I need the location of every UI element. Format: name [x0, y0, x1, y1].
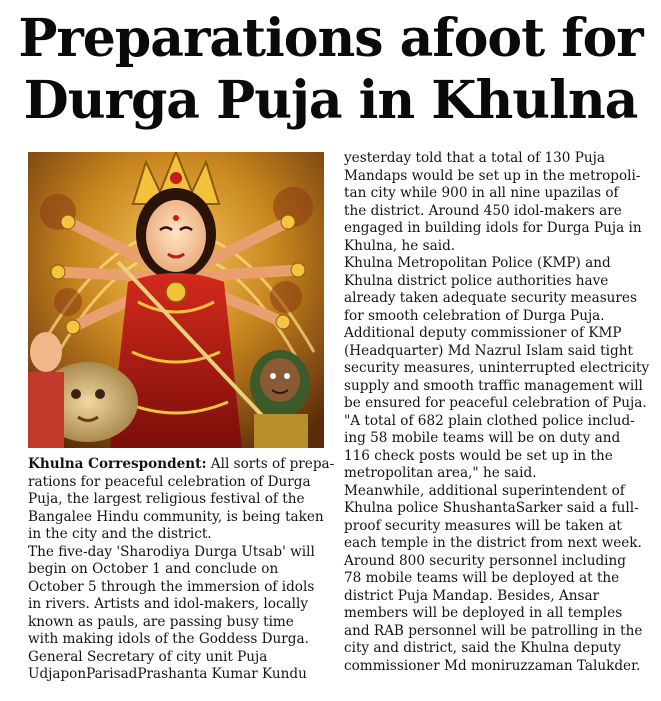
article-line: Around 800 security personnel including [344, 552, 626, 569]
article-line: ing 58 mobile teams will be on duty and [344, 430, 621, 446]
article-line: district Puja Mandap. Besides, Ansar [344, 587, 600, 604]
durga-idol-photo [28, 152, 324, 448]
article-line: Khulna Metropolitan Police (KMP) and [344, 255, 611, 271]
article-line: tan city while 900 in all nine upazilas of [344, 185, 619, 201]
article-line: 116 check posts would be set up in the [344, 447, 613, 464]
article-line: General Secretary of city unit Puja [28, 648, 268, 665]
article-line: The five-day 'Sharodiya Durga Utsab' will [28, 543, 315, 560]
article-line: each temple in the district from next week. [344, 535, 642, 551]
article-line: Meanwhile, additional superintendent of [344, 482, 625, 499]
article-line: security measures, uninterrupted electricity [344, 360, 650, 376]
article-line: city and district, said the Khulna deputy [344, 640, 621, 656]
article-line: All sorts of prepa- [206, 456, 335, 472]
article-line: (Headquarter) Md Nazrul Islam said tight [344, 342, 633, 359]
article-line: members will be deployed in all temples [344, 605, 623, 621]
headline-line-1: Preparations afoot for [18, 8, 643, 69]
article-line: Khulna police ShushantaSarker said a full- [344, 500, 639, 516]
headline [0, 8, 661, 132]
article-line: Khulna, he said. [344, 237, 456, 254]
article-line-first [28, 456, 335, 474]
article-line: known as pauls, are passing busy time [28, 613, 294, 630]
article-line: commissioner Md moniruzzaman Talukder. [344, 657, 641, 674]
article-line: UdjaponParisadPrashanta Kumar Kundu [28, 666, 307, 682]
article-line: 78 mobile teams will be deployed at the [344, 570, 620, 586]
article-column-right [344, 150, 650, 675]
article-line: for smooth celebration of Durga Puja. [344, 307, 605, 324]
article-column-left [28, 456, 335, 684]
article-line: begin on October 1 and conclude on [28, 561, 279, 577]
article-line: yesterday told that a total of 130 Puja [344, 150, 605, 166]
byline: Khulna Correspondent: [28, 456, 207, 472]
article-line: and RAB personnel will be patrolling in the [344, 622, 643, 639]
article-line: in the city and the district. [28, 526, 212, 542]
article-line: proof security measures will be taken at [344, 517, 622, 534]
article-line: October 5 through the immersion of idols [28, 578, 315, 595]
article-line: Khulna district police authorities have [344, 272, 609, 289]
article-line: with making idols of the Goddess Durga. [28, 631, 309, 647]
article-line: engaged in building idols for Durga Puja in [344, 220, 642, 236]
article-line: Puja, the largest religious festival of the [28, 491, 305, 507]
article-line: in rivers. Artists and idol-makers, locally [28, 596, 309, 612]
headline-line-2: Durga Puja in Khulna [23, 70, 638, 131]
article-line: supply and smooth traffic management will [344, 377, 643, 394]
article-line: be ensured for peaceful celebration of Puja. [344, 395, 647, 411]
article-line: Additional deputy commissioner of KMP [344, 325, 622, 341]
article-line: already taken adequate security measures [344, 290, 637, 306]
article-line: Bangalee Hindu community, is being taken [28, 508, 324, 525]
article-line: metropolitan area," he said. [344, 465, 537, 481]
article-line: "A total of 682 plain clothed police includ- [344, 412, 635, 429]
article-line: the district. Around 450 idol-makers are [344, 202, 622, 219]
article-line: Mandaps would be set up in the metropoli- [344, 167, 641, 184]
article-line: rations for peaceful celebration of Durga [28, 473, 311, 490]
